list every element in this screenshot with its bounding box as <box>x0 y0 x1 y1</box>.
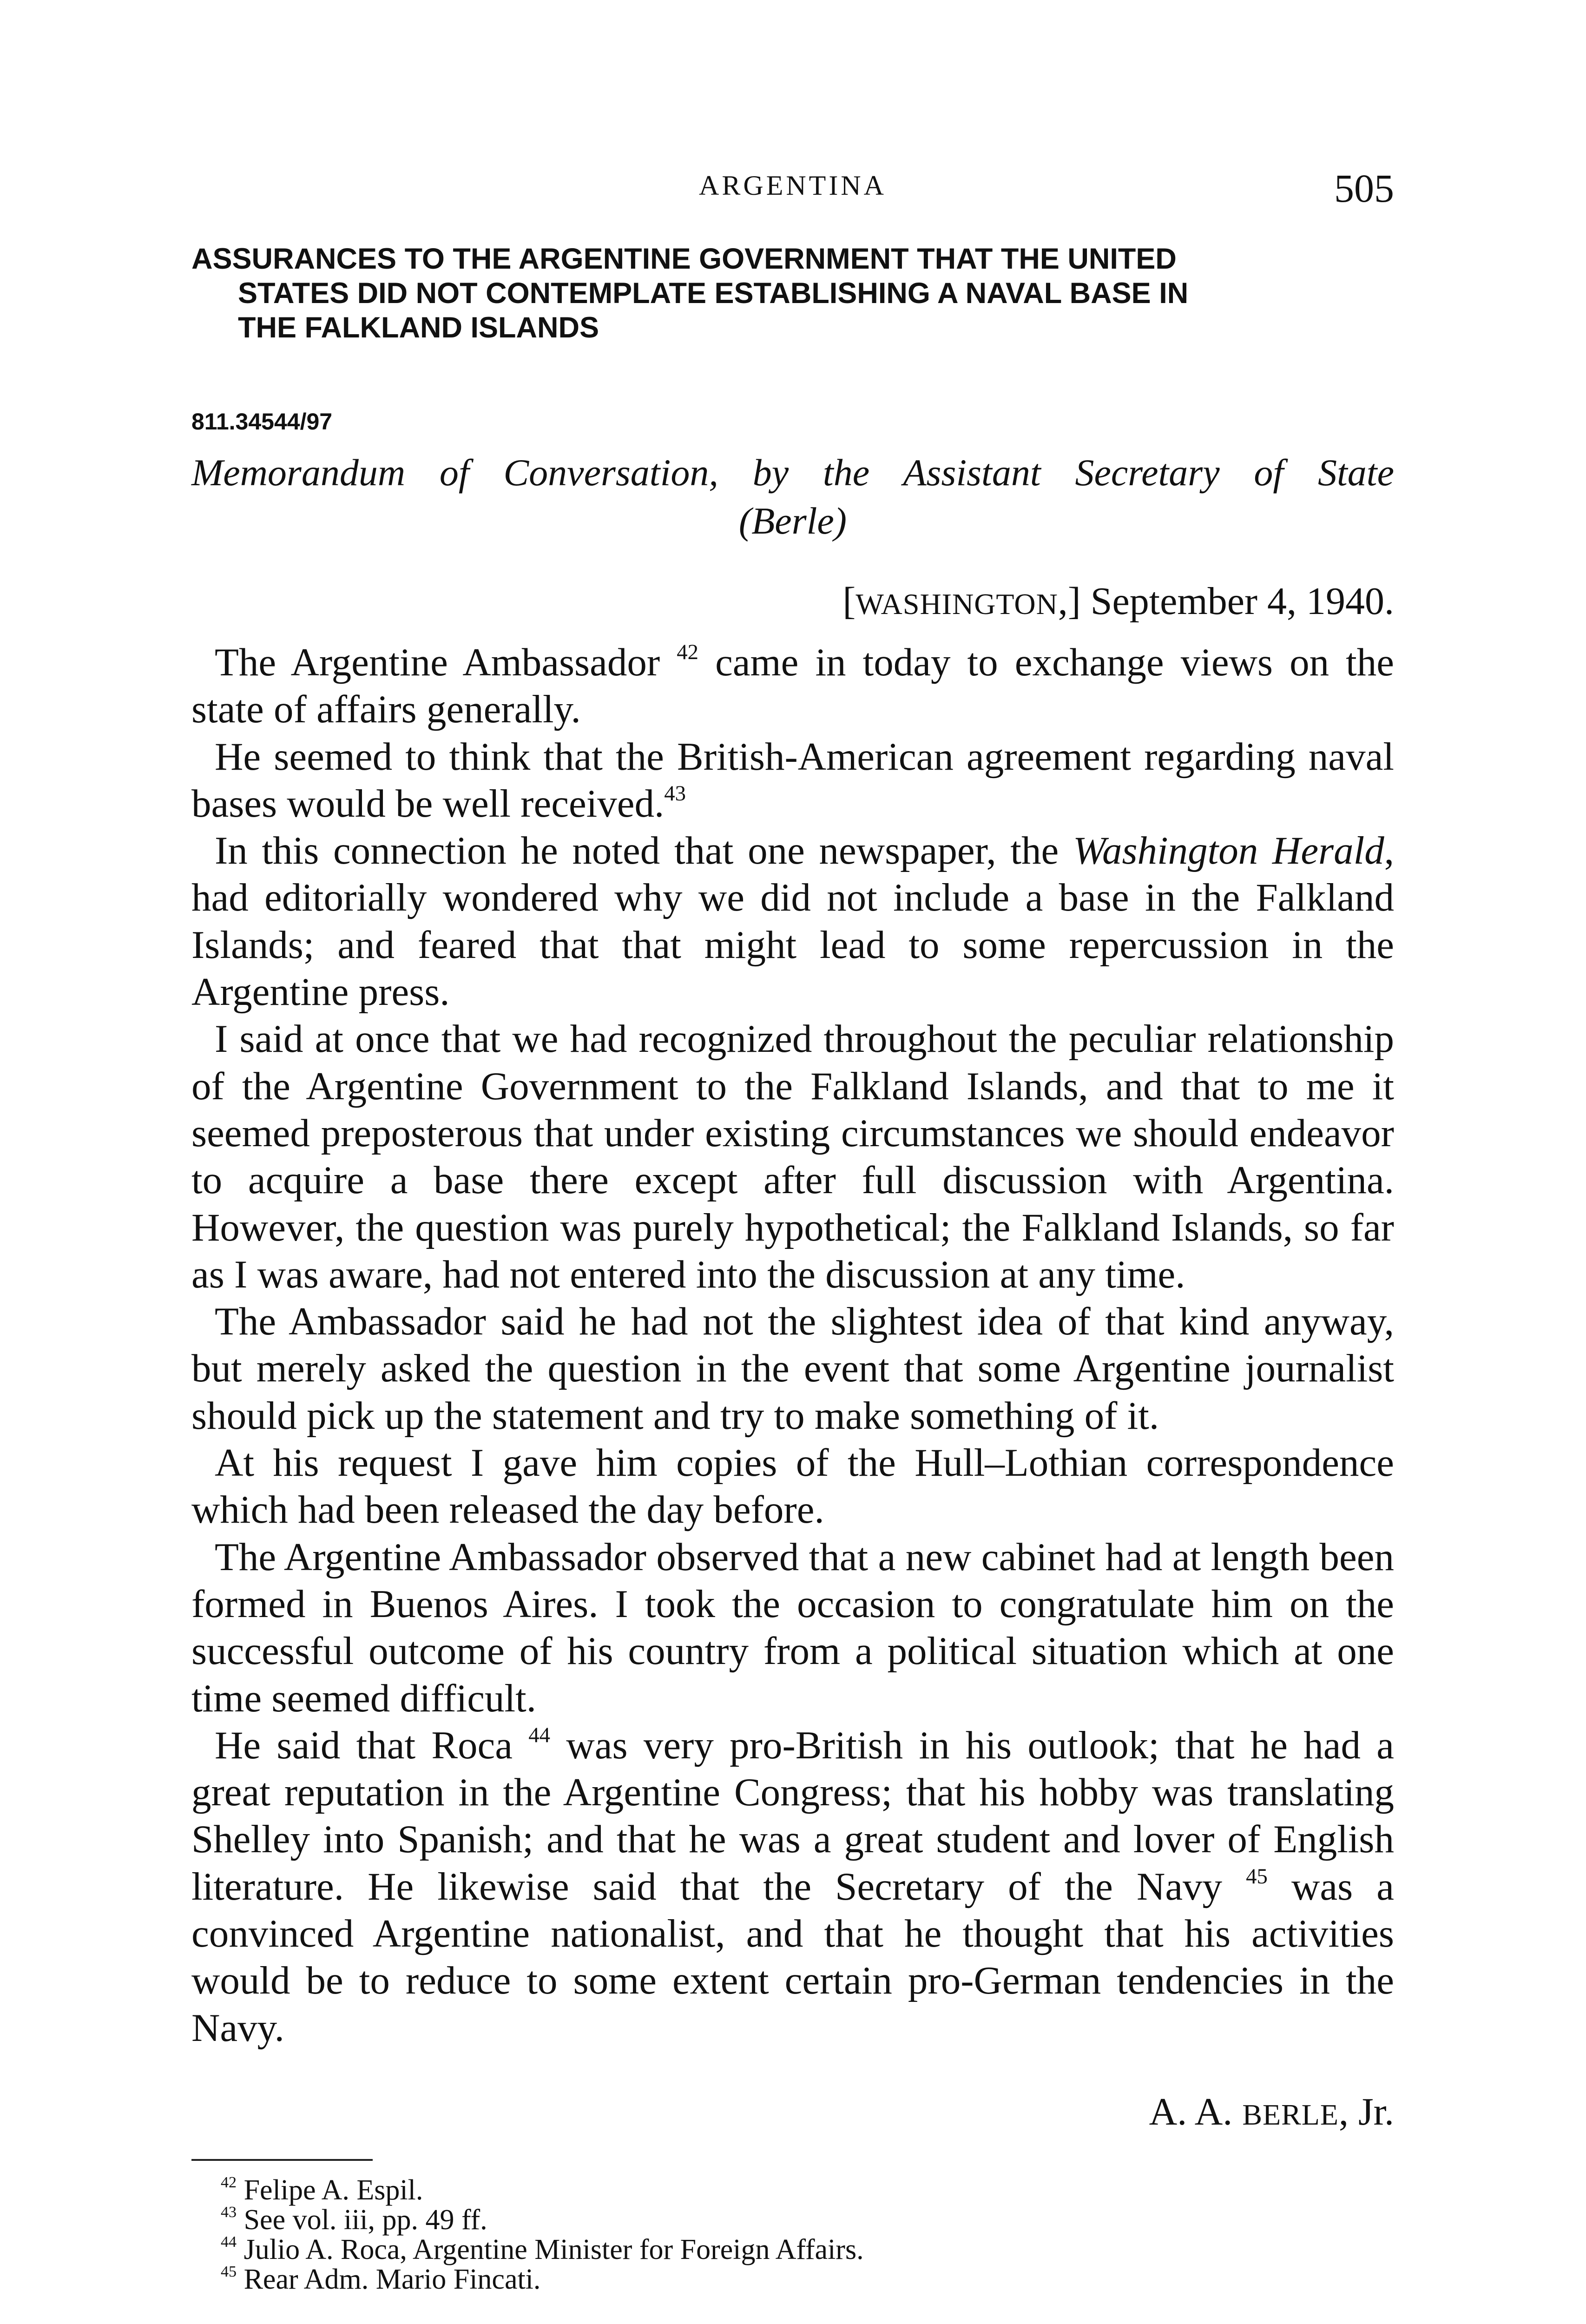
dateline-date: September 4, 1940. <box>1080 580 1394 623</box>
section-heading-line-3: THE FALKLAND ISLANDS <box>238 311 599 344</box>
paragraph-2-text: He seemed to think that the British-American agreement regarding naval bases would be well received. <box>191 734 1394 825</box>
footnote-text: Julio A. Roca, Argentine Minister for Foreign Affairs. <box>237 2234 864 2265</box>
footnote-42 <box>221 2175 864 2205</box>
section-heading-line-1: ASSURANCES TO THE ARGENTINE GOVERNMENT THAT THE UNITED <box>191 243 1177 275</box>
dateline <box>842 579 1394 624</box>
signature-suffix: , Jr. <box>1338 2090 1394 2133</box>
dateline-bracket-close: ,] <box>1058 580 1081 623</box>
memo-title-line-2: (Berle) <box>738 500 847 542</box>
paragraph-8-text-b: was very pro-British in his outlook; that he had a great reputation in the Argentine Congress; that his hobby was translating Shelley into Spanish; and that he was a great student and lover of English literature. He likewise said that the Secretary of the Navy <box>191 1723 1394 1908</box>
footnote-number: 45 <box>221 2263 237 2281</box>
paragraph-3 <box>191 827 1394 1016</box>
section-heading-line-2: STATES DID NOT CONTEMPLATE ESTABLISHING A NAVAL BASE IN <box>238 277 1189 310</box>
memo-body <box>191 639 1394 2052</box>
paragraph-2 <box>191 733 1394 828</box>
footnote-text: Felipe A. Espil. <box>237 2174 423 2206</box>
footnote-ref-45: 45 <box>1246 1864 1268 1888</box>
paragraph-8-text-c: was a convinced Argentine nationalist, and that he thought that his activities would be to reduce to some extent certain pro-German tendencies in the Navy. <box>191 1864 1394 2050</box>
footnote-44 <box>221 2235 864 2265</box>
running-head-title: ARGENTINA <box>699 170 887 201</box>
running-head <box>191 165 1394 211</box>
page-number: 505 <box>1334 166 1394 211</box>
memo-title <box>191 449 1394 545</box>
paragraph-1-text-a: The Argentine Ambassador <box>215 640 677 684</box>
footnote-number: 43 <box>221 2204 237 2221</box>
footnote-text: Rear Adm. Mario Fincati. <box>237 2264 541 2295</box>
paragraph-4: I said at once that we had recognized throughout the peculiar relationship of the Argentine Government to the Falkland Islands, and that to me it seemed preposterous that under existing circumstances we should endeavor to acquire a base there except after full discussion with Argentina. However, the question was purely hypothetical; the Falkland Islands, so far as I was aware, had not entered into the discussion at any time. <box>191 1017 1394 1296</box>
paragraph-3-text-b: , had editorially wondered why we did not include a base in the Falkland Islands; and feared that that might lead to some repercussion in the Argentine press. <box>191 829 1394 1014</box>
footnote-text: See vol. iii, pp. 49 ff. <box>237 2204 487 2236</box>
signature-initials: A. A. <box>1149 2090 1243 2133</box>
footnote-number: 44 <box>221 2233 237 2251</box>
paragraph-8 <box>191 1722 1394 2052</box>
footnote-number: 42 <box>221 2174 237 2192</box>
file-reference: 811.34544/97 <box>191 409 333 435</box>
signature <box>1149 2089 1394 2134</box>
footnote-ref-44: 44 <box>528 1723 551 1747</box>
paragraph-1 <box>191 639 1394 733</box>
footnote-ref-43: 43 <box>664 781 686 805</box>
footnote-45 <box>221 2265 864 2294</box>
newspaper-name: Washington Herald <box>1073 829 1384 873</box>
paragraph-8-text-a: He said that Roca <box>215 1723 529 1767</box>
footnote-43 <box>221 2205 864 2235</box>
footnote-ref-42: 42 <box>677 640 698 664</box>
memo-title-line-1: Memorandum of Conversation, by the Assistant Secretary of State <box>191 451 1394 494</box>
paragraph-5: The Ambassador said he had not the slightest idea of that kind anyway, but merely asked the question in the event that some Argentine journalist should pick up the statement and try to make something of it. <box>191 1300 1394 1438</box>
paragraph-3-text-a: In this connection he noted that one newspaper, the <box>215 829 1073 873</box>
footnote-rule <box>191 2159 373 2161</box>
signature-surname: BERLE <box>1242 2098 1339 2131</box>
paragraph-7: The Argentine Ambassador observed that a new cabinet had at length been formed in Buenos Aires. I took the occasion to congratulate him on the successful outcome of his country from a political situation which at one time seemed difficult. <box>191 1535 1394 1720</box>
section-heading <box>191 242 1394 345</box>
dateline-bracket: [ <box>842 580 856 623</box>
paragraph-6: At his request I gave him copies of the Hull–Lothian correspondence which had been released the day before. <box>191 1441 1394 1532</box>
dateline-place: WASHINGTON <box>856 588 1058 621</box>
paragraph-1-text-b: came in today to exchange views on the state of affairs generally. <box>191 640 1394 732</box>
footnotes <box>221 2175 864 2294</box>
